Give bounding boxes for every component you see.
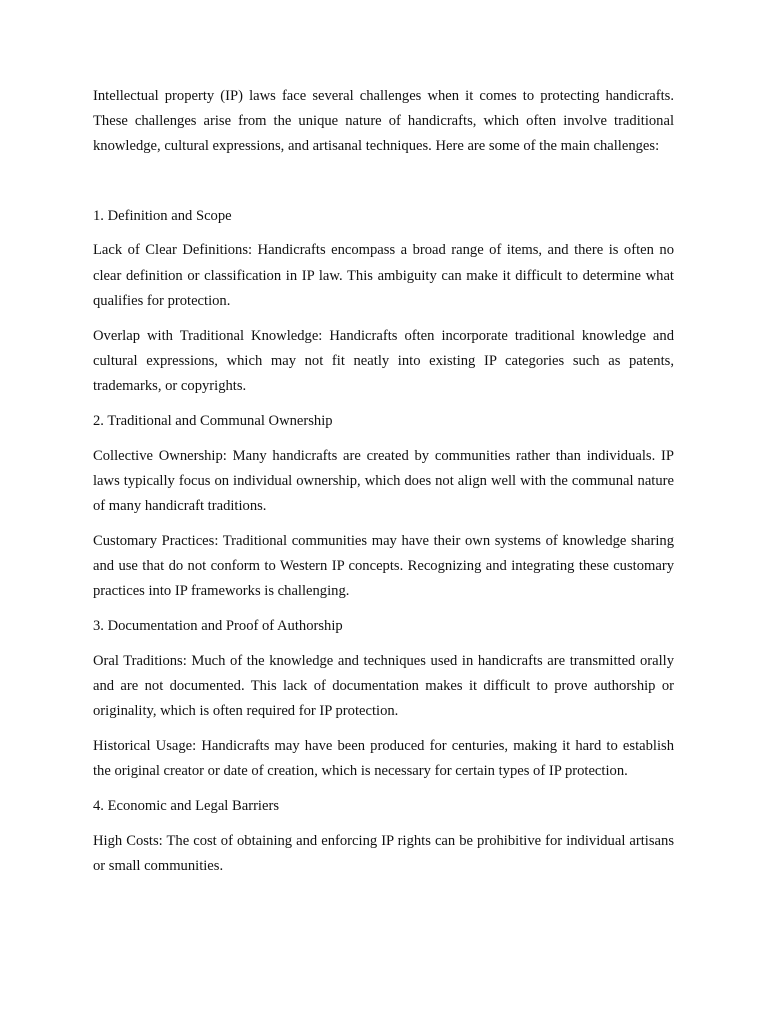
paragraph-overlap-with-traditional-knowledge: Overlap with Traditional Knowledge: Handicrafts often incorporate traditional knowledge and cultural expressions, which may not fit neatly into existing IP categories such as patents, trademarks, or copyrights. xyxy=(93,327,674,395)
paragraph-historical-usage: Historical Usage: Handicrafts may have been produced for centuries, making it hard to establish the original creator or date of creation, which is necessary for certain types of IP protection. xyxy=(93,738,674,780)
intro-paragraph: Intellectual property (IP) laws face several challenges when it comes to protecting handicrafts. These challenges arise from the unique nature of handicrafts, which often involve traditional knowledge, cultural expressions, and artisanal techniques. Here are some of the main challenges: xyxy=(93,88,674,155)
section-heading-1: 1. Definition and Scope xyxy=(93,207,232,224)
paragraph-high-costs: High Costs: The cost of obtaining and enforcing IP rights can be prohibitive for individual artisans or small communities. xyxy=(93,832,674,875)
section-heading-2: 2. Traditional and Communal Ownership xyxy=(93,412,333,429)
paragraph-customary-practices: Customary Practices: Traditional communities may have their own systems of knowledge sharing and use that do not conform to Western IP concepts. Recognizing and integrating these customary practices into IP frameworks is challenging. xyxy=(93,532,674,600)
paragraph-collective-ownership: Collective Ownership: Many handicrafts are created by communities rather than individuals. IP laws typically focus on individual ownership, which does not align well with the communal nature of many handicraft traditions. xyxy=(93,447,674,515)
paragraph-oral-traditions: Oral Traditions: Much of the knowledge and techniques used in handicrafts are transmitted orally and are not documented. This lack of documentation makes it difficult to prove authorship or originality, which is often required for IP protection. xyxy=(93,652,674,720)
document-page xyxy=(93,84,674,889)
section-heading-4: 4. Economic and Legal Barriers xyxy=(93,798,279,815)
paragraph-lack-of-clear-definitions: Lack of Clear Definitions: Handicrafts encompass a broad range of items, and there is often no clear definition or classification in IP law. This ambiguity can make it difficult to determine what qualifies for protection. xyxy=(93,242,674,309)
section-heading-3: 3. Documentation and Proof of Authorship xyxy=(93,618,343,635)
